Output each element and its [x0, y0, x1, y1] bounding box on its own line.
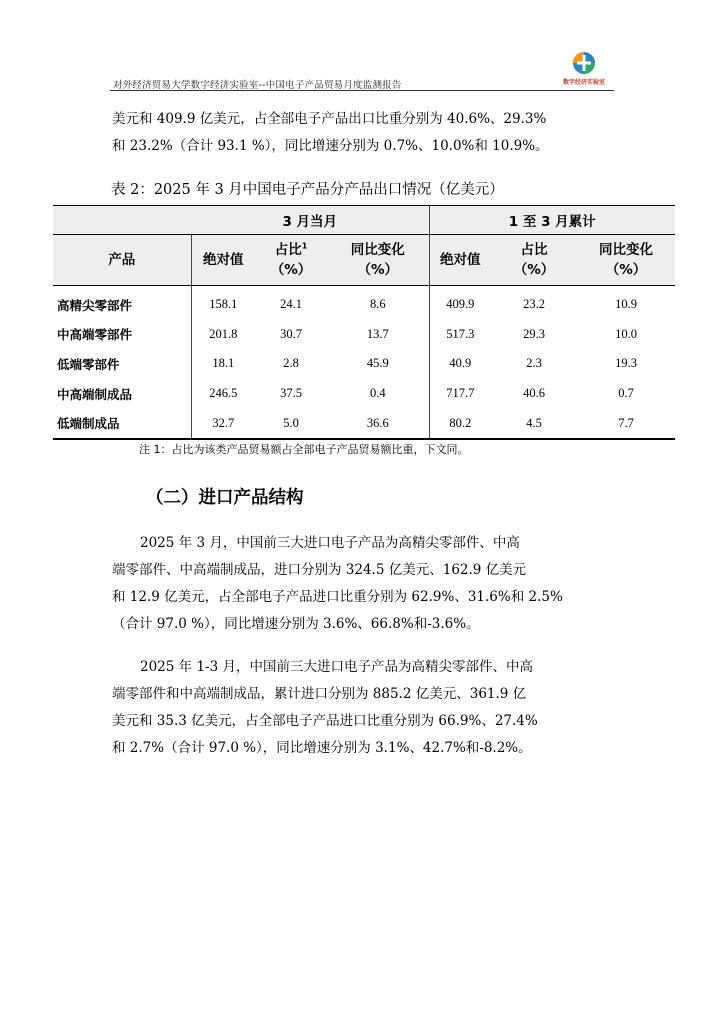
value-cell: 37.5 — [280, 386, 302, 401]
value-cell: 45.9 — [327, 349, 429, 379]
table-row — [53, 408, 675, 439]
value-cell: 8.6 — [327, 286, 429, 320]
value-cell: 10.9 — [615, 297, 637, 312]
value-cell: 29.3 — [523, 326, 545, 341]
product-name-cell: 低端零部件 — [53, 349, 191, 379]
paragraph-line: 和 12.9 亿美元，占全部电子产品进口比重分别为 62.9%、31.6%和 2.5% — [112, 589, 563, 605]
paragraph-line: 和 2.7%（合计 97.0 %），同比增速分别为 3.1%、42.7%和-8.2%。 — [112, 740, 532, 756]
value-cell: 4.5 — [491, 408, 577, 439]
value-cell: 13.7 — [327, 320, 429, 350]
paragraph-line: 和 23.2%（合计 93.1 %），同比增速分别为 0.7%、10.0%和 10.9%。 — [112, 138, 549, 154]
value-cell: 32.7 — [191, 408, 255, 439]
header-share-march-unit: （%） — [270, 262, 312, 278]
report-header-title: 对外经济贸易大学数字经济实验室--中国电子产品贸易月度监测报告 — [113, 80, 402, 91]
paragraph-line: 端零部件、中高端制成品，进口分别为 324.5 亿美元、162.9 亿美元 — [112, 562, 527, 578]
header-share-q1-label: 占比 — [520, 242, 548, 258]
value-cell: 201.8 — [209, 326, 238, 341]
paragraph-line: 2025 年 3 月，中国前三大进口电子产品为高精尖零部件、中高 — [140, 535, 520, 551]
section-title: （二）进口产品结构 — [146, 488, 304, 508]
table-header-blank — [53, 206, 191, 235]
header-absolute-value-q1: 绝对值 — [429, 235, 491, 286]
value-cell: 517.3 — [446, 326, 475, 341]
table-column-header-row — [53, 235, 675, 286]
table-row — [53, 379, 675, 409]
value-cell: 23.2 — [523, 297, 545, 312]
product-name-cell: 低端制成品 — [53, 408, 191, 439]
q1-import-paragraph — [112, 654, 615, 762]
paragraph-line: 2025 年 1-3 月，中国前三大进口电子产品为高精尖零部件、中高 — [140, 659, 533, 675]
header-share-march — [255, 235, 327, 286]
paragraph-line: （合计 97.0 %），同比增速分别为 3.6%、66.8%和-3.6%。 — [112, 616, 480, 632]
value-cell: 80.2 — [429, 408, 491, 439]
value-cell: 2.8 — [283, 356, 299, 371]
product-name-cell: 高精尖零部件 — [53, 286, 191, 320]
value-cell: 19.3 — [615, 356, 637, 371]
table-row — [53, 320, 675, 350]
value-cell: 2.3 — [526, 356, 542, 371]
value-cell: 5.0 — [255, 408, 327, 439]
header-share-q1 — [491, 235, 577, 286]
table-footnote: 注 1：占比为该类产品贸易额占全部电子产品贸易额比重，下文同。 — [139, 443, 469, 456]
value-cell: 0.4 — [327, 379, 429, 409]
paragraph-line: 端零部件和中高端制成品，累计进口分别为 885.2 亿美元、361.9 亿 — [112, 686, 527, 702]
product-name-cell: 中高端制成品 — [53, 379, 191, 409]
header-yoy-march — [327, 235, 429, 286]
intro-paragraph — [112, 106, 615, 160]
table-caption: 表 2：2025 年 3 月中国电子产品分产品出口情况（亿美元） — [111, 182, 504, 198]
value-cell: 246.5 — [209, 386, 238, 401]
value-cell: 717.7 — [446, 386, 475, 401]
table-group-header-row — [53, 206, 675, 235]
value-cell: 36.6 — [327, 408, 429, 439]
export-table — [53, 205, 675, 440]
header-share-march-label: 占比 — [274, 242, 302, 258]
footnote-marker: 1 — [301, 241, 308, 251]
header-yoy-q1-unit: （%） — [605, 262, 647, 278]
value-cell: 0.7 — [618, 386, 634, 401]
header-yoy-q1 — [577, 235, 675, 286]
header-share-q1-unit: （%） — [513, 262, 555, 278]
value-cell: 18.1 — [212, 356, 235, 371]
paragraph-line: 美元和 409.9 亿美元，占全部电子产品出口比重分别为 40.6%、29.3% — [112, 111, 547, 127]
value-cell: 24.1 — [280, 297, 302, 312]
header-divider — [110, 90, 614, 91]
header-yoy-q1-label: 同比变化 — [599, 242, 653, 258]
header-q1-group: 1 至 3 月累计 — [429, 206, 675, 235]
header-march-group: 3 月当月 — [191, 206, 429, 235]
header-product: 产品 — [53, 235, 191, 286]
value-cell: 7.7 — [577, 408, 675, 439]
value-cell: 409.9 — [446, 297, 475, 312]
product-name-cell: 中高端零部件 — [53, 320, 191, 350]
value-cell: 30.7 — [280, 326, 302, 341]
table-row — [53, 349, 675, 379]
table-row — [53, 286, 675, 320]
paragraph-line: 美元和 35.3 亿美元，占全部电子产品进口比重分别为 66.9%、27.4% — [112, 713, 538, 729]
value-cell: 10.0 — [615, 326, 637, 341]
value-cell: 40.6 — [523, 386, 545, 401]
header-yoy-march-unit: （%） — [357, 262, 399, 278]
lab-logo-caption: 数字经济实验室 — [562, 79, 605, 86]
march-import-paragraph — [112, 530, 615, 638]
value-cell: 158.1 — [209, 297, 238, 312]
value-cell: 40.9 — [449, 356, 472, 371]
header-yoy-march-label: 同比变化 — [350, 242, 405, 258]
header-absolute-value-march: 绝对值 — [191, 235, 255, 286]
